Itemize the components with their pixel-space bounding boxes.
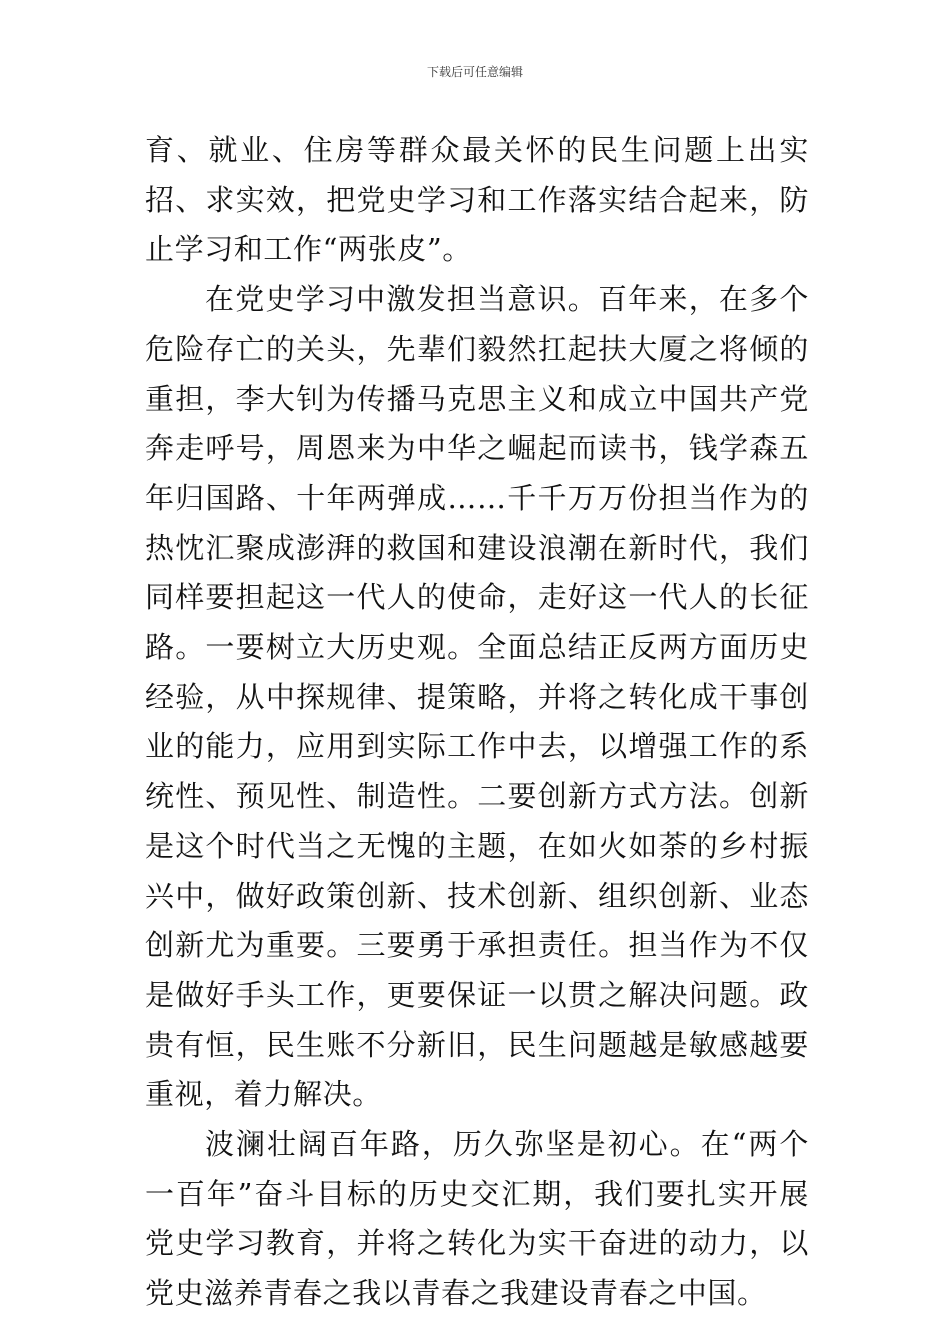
paragraph-continued: 育、就业、住房等群众最关怀的民生问题上出实招、求实效，把党史学习和工作落实结合起来，防止学习和工作“两张皮”。 <box>145 133 809 267</box>
document-body <box>145 126 809 1319</box>
paragraph-responsibility: 在党史学习中激发担当意识。百年来，在多个危险存亡的关头，先辈们毅然扛起扶大厦之将倾的重担，李大钊为传播马克思主义和成立中国共产党奔走呼号，周恩来为中华之崛起而读书，钱学森五年归国路、十年两弹成……千千万万份担当作为的热忱汇聚成澎湃的救国和建设浪潮在新时代，我们同样要担起这一代人的使命，走好这一代人的长征路。一要树立大历史观。全面总结正反两方面历史经验，从中探规律、提策略，并将之转化成干事创业的能力，应用到实际工作中去，以增强工作的系统性、预见性、制造性。二要创新方式方法。创新是这个时代当之无愧的主题，在如火如荼的乡村振兴中，做好政策创新、技术创新、组织创新、业态创新尤为重要。三要勇于承担责任。担当作为不仅是做好手头工作，更要保证一以贯之解决问题。政贵有恒，民生账不分新旧，民生问题越是敏感越要重视，着力解决。 <box>145 282 809 1112</box>
paragraph-conclusion: 波澜壮阔百年路，历久弥坚是初心。在“两个一百年”奋斗目标的历史交汇期，我们要扎实开展党史学习教育，并将之转化为实干奋进的动力，以党史滋养青春之我以青春之我建设青春之中国。 <box>145 1127 809 1311</box>
page-header: 下载后可任意编辑 <box>426 65 523 79</box>
